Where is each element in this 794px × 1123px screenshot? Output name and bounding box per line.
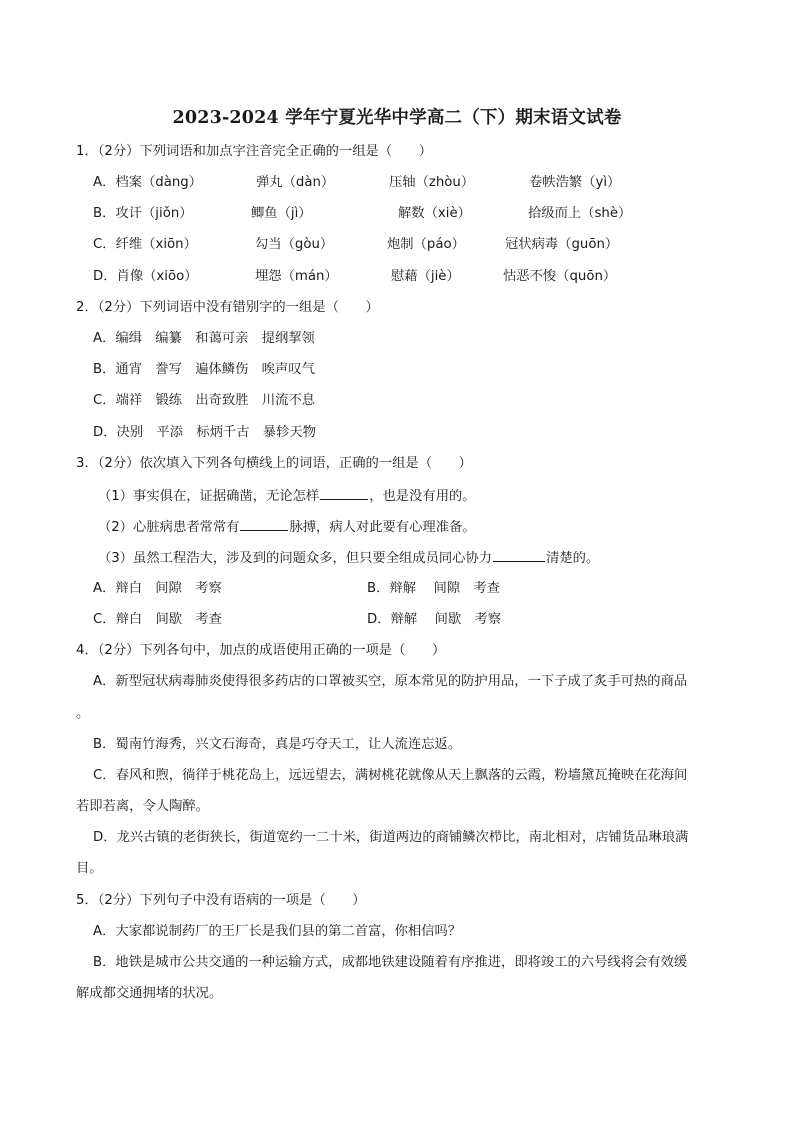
q4-option-a-line2: 。	[76, 706, 90, 721]
q3-sentence-1	[98, 486, 476, 506]
q4-option-d-line2: 目。	[76, 861, 103, 876]
q1-option-d2: 埋怨（mán）	[255, 269, 338, 284]
q1-option-a1: A．档案（dàng）	[93, 175, 203, 190]
q3-stem: 3．（2分）依次填入下列各句横线上的词语，正确的一组是（ ）	[76, 456, 472, 471]
q1-option-a4: 卷帙浩繁（yì）	[529, 175, 621, 190]
q4-option-c-line1: C．春风和煦，徜徉于桃花岛上，远远望去，满树桃花就像从天上飘落的云霞，粉墙黛瓦掩映在花海间	[93, 768, 688, 783]
q2-stem: 2．（2分）下列词语中没有错别字的一组是（ ）	[76, 300, 379, 315]
q3-sentence-3-before: （3）虽然工程浩大，涉及到的问题众多，但只要全组成员同心协力	[98, 551, 493, 566]
q3-sentence-2-after: 脉搏，病人对此要有心理准备。	[289, 520, 476, 535]
q2-option-d: D．决别 平添 标炳千古 暴轸天物	[93, 425, 316, 440]
q1-option-d4: 怙恶不悛（quōn）	[503, 269, 617, 284]
q3-option-d: D．辩解 间歇 考察	[367, 612, 502, 627]
q5-option-b-line1: B．地铁是城市公共交通的一种运输方式，成都地铁建设随着有序推进，即将竣工的六号线将会有效缓	[93, 955, 688, 970]
page-title: 2023-2024 学年宁夏光华中学高二（下）期末语文试卷	[172, 108, 622, 128]
q1-option-a2: 弹丸（dàn）	[256, 175, 335, 190]
q3-option-a: A．辩白 间隙 考察	[93, 581, 222, 596]
q3-sentence-3-after: 清楚的。	[546, 551, 600, 566]
q2-option-b: B．通宵 誊写 遍体鳞伤 唉声叹气	[93, 362, 315, 377]
q1-option-a3: 压轴（zhòu）	[389, 175, 475, 190]
q5-option-a: A．大家都说制药厂的王厂长是我们县的第二首富，你相信吗？	[93, 924, 462, 939]
q5-option-b-line2: 解成都交通拥堵的状况。	[76, 986, 223, 1001]
q1-option-c2: 勾当（gòu）	[255, 237, 334, 252]
q1-option-b2: 鲫鱼（jì）	[251, 206, 312, 221]
fill-blank	[240, 517, 288, 531]
q1-option-c4: 冠状病毒（guōn）	[505, 237, 619, 252]
q2-option-a: A．编缉 编纂 和蔼可亲 提纲挈领	[93, 331, 315, 346]
q4-option-a-line1: A．新型冠状病毒肺炎使得很多药店的口罩被买空，原本常见的防护用品，一下子成了炙手可热的商品	[93, 674, 688, 689]
q1-option-b3: 解数（xiè）	[398, 206, 471, 221]
fill-blank	[320, 486, 368, 500]
q4-stem: 4．（2分）下列各句中，加点的成语使用正确的一项是（ ）	[76, 643, 446, 658]
q1-option-b1: B．攻讦（jiǒn）	[93, 206, 193, 221]
fill-blank	[493, 548, 545, 562]
q4-option-d-line1: D．龙兴古镇的老街狭长，街道宽约一二十米，街道两边的商铺鳞次栉比，南北相对，店铺货品琳琅满	[93, 830, 689, 845]
q1-option-c3: 炮制（páo）	[387, 237, 465, 252]
q3-sentence-3	[98, 548, 599, 568]
q4-option-b: B．蜀南竹海秀，兴文石海奇，真是巧夺天工，让人流连忘返。	[93, 737, 462, 752]
q1-option-b4: 拾级而上（shè）	[528, 206, 632, 221]
q2-option-c: C．端祥 锻练 出奇致胜 川流不息	[93, 393, 316, 408]
q1-option-d1: D．肖像（xiōo）	[93, 269, 198, 284]
q3-sentence-2	[98, 517, 476, 537]
q1-option-d3: 慰藉（jiè）	[391, 269, 460, 284]
q3-option-b: B．辩解 间隙 考查	[367, 581, 501, 596]
q5-stem: 5．（2分）下列句子中没有语病的一项是（ ）	[76, 893, 366, 908]
q3-sentence-1-after: ，也是没有用的。	[369, 489, 476, 504]
q3-option-c: C．辩白 间歇 考查	[93, 612, 222, 627]
q4-option-c-line2: 若即若离，令人陶醉。	[76, 799, 209, 814]
q3-sentence-1-before: （1）事实俱在，证据确凿，无论怎样	[98, 489, 320, 504]
q3-sentence-2-before: （2）心脏病患者常常有	[98, 520, 240, 535]
q1-stem: 1．（2分）下列词语和加点字注音完全正确的一组是（ ）	[76, 144, 432, 159]
q1-option-c1: C．纤维（xiōn）	[93, 237, 197, 252]
